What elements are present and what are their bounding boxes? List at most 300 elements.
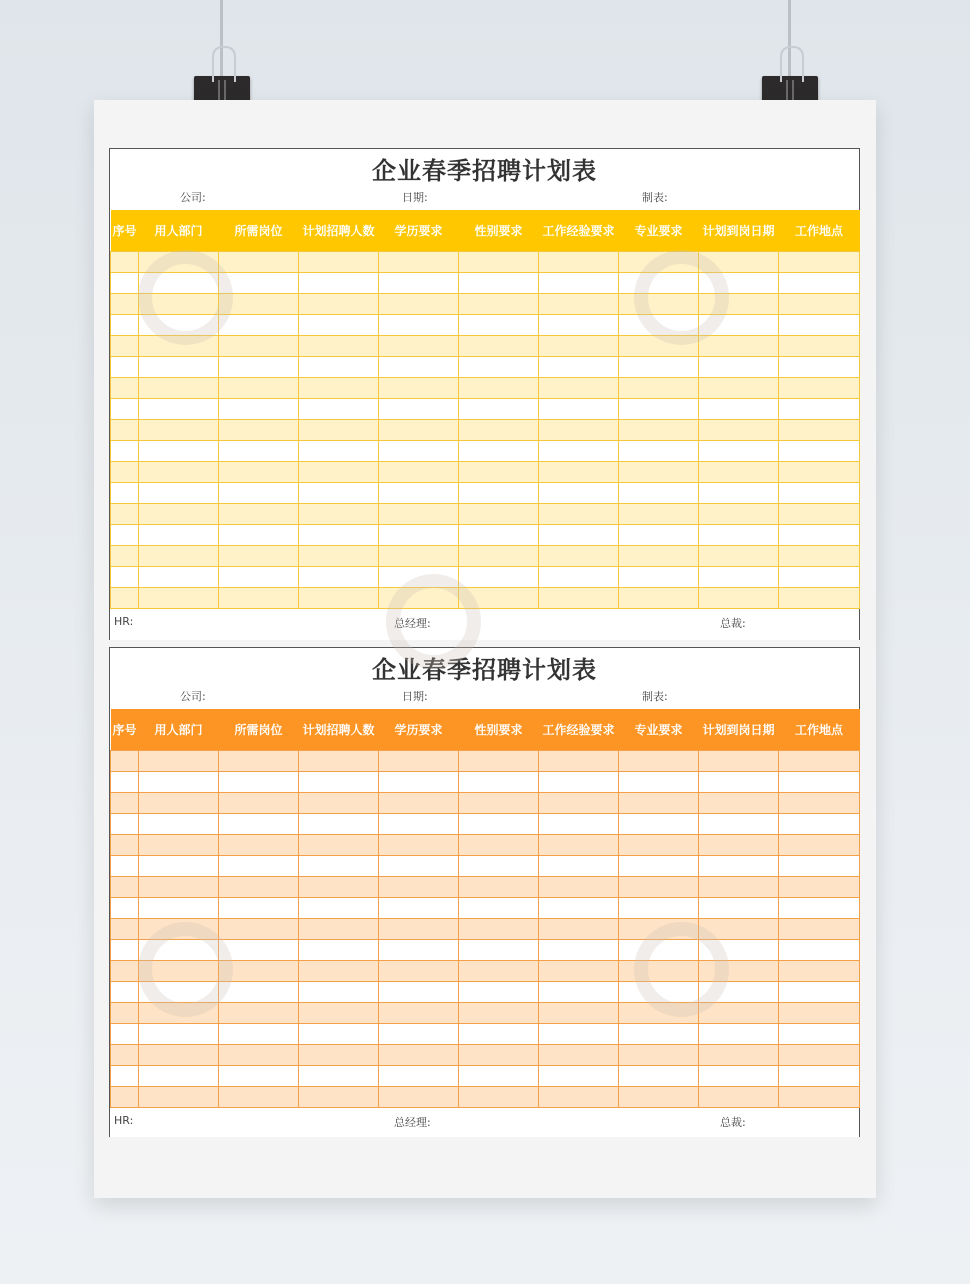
table-cell[interactable] xyxy=(219,961,299,982)
table-cell[interactable] xyxy=(779,441,860,462)
table-cell[interactable] xyxy=(111,525,139,546)
table-cell[interactable] xyxy=(779,1024,860,1045)
table-cell[interactable] xyxy=(779,378,860,399)
table-cell[interactable] xyxy=(139,1066,219,1087)
table-cell[interactable] xyxy=(539,315,619,336)
table-cell[interactable] xyxy=(219,399,299,420)
table-cell[interactable] xyxy=(699,856,779,877)
table-cell[interactable] xyxy=(699,877,779,898)
table-cell[interactable] xyxy=(539,856,619,877)
table-cell[interactable] xyxy=(779,420,860,441)
table-cell[interactable] xyxy=(379,856,459,877)
table-cell[interactable] xyxy=(139,1003,219,1024)
table-cell[interactable] xyxy=(139,357,219,378)
table-cell[interactable] xyxy=(699,1003,779,1024)
table-cell[interactable] xyxy=(619,399,699,420)
table-cell[interactable] xyxy=(111,877,139,898)
table-cell[interactable] xyxy=(619,483,699,504)
table-cell[interactable] xyxy=(539,1087,619,1108)
table-cell[interactable] xyxy=(219,1066,299,1087)
table-cell[interactable] xyxy=(111,1003,139,1024)
table-cell[interactable] xyxy=(779,940,860,961)
table-cell[interactable] xyxy=(299,336,379,357)
table-cell[interactable] xyxy=(219,919,299,940)
table-cell[interactable] xyxy=(619,1087,699,1108)
table-cell[interactable] xyxy=(139,273,219,294)
table-cell[interactable] xyxy=(779,462,860,483)
table-cell[interactable] xyxy=(379,835,459,856)
table-cell[interactable] xyxy=(619,273,699,294)
table-cell[interactable] xyxy=(299,877,379,898)
table-cell[interactable] xyxy=(459,567,539,588)
table-cell[interactable] xyxy=(219,546,299,567)
table-cell[interactable] xyxy=(299,856,379,877)
table-cell[interactable] xyxy=(219,1045,299,1066)
table-cell[interactable] xyxy=(299,315,379,336)
table-cell[interactable] xyxy=(111,1087,139,1108)
table-cell[interactable] xyxy=(219,751,299,772)
table-cell[interactable] xyxy=(111,462,139,483)
table-cell[interactable] xyxy=(299,252,379,273)
table-cell[interactable] xyxy=(111,814,139,835)
table-cell[interactable] xyxy=(779,961,860,982)
table-cell[interactable] xyxy=(619,252,699,273)
table-cell[interactable] xyxy=(299,441,379,462)
table-cell[interactable] xyxy=(111,399,139,420)
table-cell[interactable] xyxy=(699,567,779,588)
table-cell[interactable] xyxy=(111,504,139,525)
table-cell[interactable] xyxy=(459,378,539,399)
table-cell[interactable] xyxy=(779,835,860,856)
table-cell[interactable] xyxy=(459,336,539,357)
table-cell[interactable] xyxy=(219,1003,299,1024)
table-cell[interactable] xyxy=(699,336,779,357)
table-cell[interactable] xyxy=(299,772,379,793)
table-cell[interactable] xyxy=(459,441,539,462)
table-cell[interactable] xyxy=(699,814,779,835)
table-cell[interactable] xyxy=(539,814,619,835)
table-cell[interactable] xyxy=(379,252,459,273)
table-cell[interactable] xyxy=(111,940,139,961)
table-cell[interactable] xyxy=(299,273,379,294)
table-cell[interactable] xyxy=(219,567,299,588)
table-cell[interactable] xyxy=(699,294,779,315)
table-cell[interactable] xyxy=(779,877,860,898)
table-cell[interactable] xyxy=(111,357,139,378)
table-cell[interactable] xyxy=(111,420,139,441)
table-cell[interactable] xyxy=(379,378,459,399)
table-cell[interactable] xyxy=(379,1003,459,1024)
table-cell[interactable] xyxy=(379,877,459,898)
table-cell[interactable] xyxy=(459,793,539,814)
table-cell[interactable] xyxy=(699,504,779,525)
table-cell[interactable] xyxy=(459,835,539,856)
table-cell[interactable] xyxy=(219,504,299,525)
table-cell[interactable] xyxy=(619,982,699,1003)
table-cell[interactable] xyxy=(219,877,299,898)
table-cell[interactable] xyxy=(459,462,539,483)
table-cell[interactable] xyxy=(379,940,459,961)
table-cell[interactable] xyxy=(299,567,379,588)
table-cell[interactable] xyxy=(379,315,459,336)
table-cell[interactable] xyxy=(699,898,779,919)
table-cell[interactable] xyxy=(139,546,219,567)
table-cell[interactable] xyxy=(539,504,619,525)
table-cell[interactable] xyxy=(219,793,299,814)
table-cell[interactable] xyxy=(779,294,860,315)
table-cell[interactable] xyxy=(379,462,459,483)
table-cell[interactable] xyxy=(219,357,299,378)
table-cell[interactable] xyxy=(459,420,539,441)
table-cell[interactable] xyxy=(139,751,219,772)
table-cell[interactable] xyxy=(219,336,299,357)
table-cell[interactable] xyxy=(111,961,139,982)
table-cell[interactable] xyxy=(379,294,459,315)
table-cell[interactable] xyxy=(299,483,379,504)
table-cell[interactable] xyxy=(219,252,299,273)
table-cell[interactable] xyxy=(299,961,379,982)
table-cell[interactable] xyxy=(539,898,619,919)
table-cell[interactable] xyxy=(299,462,379,483)
table-cell[interactable] xyxy=(139,772,219,793)
table-cell[interactable] xyxy=(539,420,619,441)
table-cell[interactable] xyxy=(299,835,379,856)
table-cell[interactable] xyxy=(459,357,539,378)
table-cell[interactable] xyxy=(619,420,699,441)
table-cell[interactable] xyxy=(139,399,219,420)
table-cell[interactable] xyxy=(539,357,619,378)
table-cell[interactable] xyxy=(459,982,539,1003)
table-cell[interactable] xyxy=(219,294,299,315)
table-cell[interactable] xyxy=(539,1024,619,1045)
table-cell[interactable] xyxy=(111,483,139,504)
table-cell[interactable] xyxy=(111,546,139,567)
table-cell[interactable] xyxy=(299,399,379,420)
table-cell[interactable] xyxy=(139,1087,219,1108)
table-cell[interactable] xyxy=(459,919,539,940)
table-cell[interactable] xyxy=(299,814,379,835)
table-cell[interactable] xyxy=(779,982,860,1003)
table-cell[interactable] xyxy=(379,357,459,378)
table-cell[interactable] xyxy=(111,273,139,294)
table-cell[interactable] xyxy=(699,441,779,462)
table-cell[interactable] xyxy=(111,835,139,856)
table-cell[interactable] xyxy=(699,546,779,567)
table-cell[interactable] xyxy=(539,378,619,399)
table-cell[interactable] xyxy=(779,357,860,378)
table-cell[interactable] xyxy=(139,567,219,588)
table-cell[interactable] xyxy=(299,420,379,441)
table-cell[interactable] xyxy=(619,567,699,588)
table-cell[interactable] xyxy=(699,483,779,504)
table-cell[interactable] xyxy=(779,856,860,877)
table-cell[interactable] xyxy=(299,378,379,399)
table-cell[interactable] xyxy=(699,961,779,982)
table-cell[interactable] xyxy=(379,1087,459,1108)
table-cell[interactable] xyxy=(619,856,699,877)
table-cell[interactable] xyxy=(139,336,219,357)
table-cell[interactable] xyxy=(779,546,860,567)
table-cell[interactable] xyxy=(699,940,779,961)
table-cell[interactable] xyxy=(219,835,299,856)
table-cell[interactable] xyxy=(619,877,699,898)
table-cell[interactable] xyxy=(111,441,139,462)
table-cell[interactable] xyxy=(219,982,299,1003)
table-cell[interactable] xyxy=(699,525,779,546)
table-cell[interactable] xyxy=(619,462,699,483)
table-cell[interactable] xyxy=(459,588,539,609)
table-cell[interactable] xyxy=(699,835,779,856)
table-cell[interactable] xyxy=(139,315,219,336)
table-cell[interactable] xyxy=(619,940,699,961)
table-cell[interactable] xyxy=(459,273,539,294)
table-cell[interactable] xyxy=(699,420,779,441)
table-cell[interactable] xyxy=(111,336,139,357)
table-cell[interactable] xyxy=(459,1045,539,1066)
table-cell[interactable] xyxy=(379,336,459,357)
table-cell[interactable] xyxy=(539,877,619,898)
table-cell[interactable] xyxy=(379,1066,459,1087)
table-cell[interactable] xyxy=(111,252,139,273)
table-cell[interactable] xyxy=(619,441,699,462)
table-cell[interactable] xyxy=(379,814,459,835)
table-cell[interactable] xyxy=(779,919,860,940)
table-cell[interactable] xyxy=(459,1087,539,1108)
table-cell[interactable] xyxy=(539,483,619,504)
table-cell[interactable] xyxy=(779,273,860,294)
table-cell[interactable] xyxy=(699,919,779,940)
table-cell[interactable] xyxy=(139,1045,219,1066)
table-cell[interactable] xyxy=(779,772,860,793)
table-cell[interactable] xyxy=(779,336,860,357)
table-cell[interactable] xyxy=(539,835,619,856)
table-cell[interactable] xyxy=(219,856,299,877)
table-cell[interactable] xyxy=(139,462,219,483)
table-cell[interactable] xyxy=(699,751,779,772)
table-cell[interactable] xyxy=(459,898,539,919)
table-cell[interactable] xyxy=(539,294,619,315)
table-cell[interactable] xyxy=(619,315,699,336)
table-cell[interactable] xyxy=(299,1024,379,1045)
table-cell[interactable] xyxy=(699,1024,779,1045)
table-cell[interactable] xyxy=(459,546,539,567)
table-cell[interactable] xyxy=(539,525,619,546)
table-cell[interactable] xyxy=(539,546,619,567)
table-cell[interactable] xyxy=(299,940,379,961)
table-cell[interactable] xyxy=(139,982,219,1003)
table-cell[interactable] xyxy=(539,336,619,357)
table-cell[interactable] xyxy=(299,588,379,609)
table-cell[interactable] xyxy=(299,1087,379,1108)
table-cell[interactable] xyxy=(699,462,779,483)
table-cell[interactable] xyxy=(779,793,860,814)
table-cell[interactable] xyxy=(699,1045,779,1066)
table-cell[interactable] xyxy=(219,315,299,336)
table-cell[interactable] xyxy=(139,420,219,441)
table-cell[interactable] xyxy=(619,961,699,982)
table-cell[interactable] xyxy=(111,294,139,315)
table-cell[interactable] xyxy=(539,793,619,814)
table-cell[interactable] xyxy=(539,441,619,462)
table-cell[interactable] xyxy=(779,252,860,273)
table-cell[interactable] xyxy=(779,751,860,772)
table-cell[interactable] xyxy=(459,504,539,525)
table-cell[interactable] xyxy=(619,357,699,378)
table-cell[interactable] xyxy=(539,252,619,273)
table-cell[interactable] xyxy=(699,1066,779,1087)
table-cell[interactable] xyxy=(699,982,779,1003)
table-cell[interactable] xyxy=(139,588,219,609)
table-cell[interactable] xyxy=(459,252,539,273)
table-cell[interactable] xyxy=(619,294,699,315)
table-cell[interactable] xyxy=(619,525,699,546)
table-cell[interactable] xyxy=(139,940,219,961)
table-cell[interactable] xyxy=(219,378,299,399)
table-cell[interactable] xyxy=(299,546,379,567)
table-cell[interactable] xyxy=(111,772,139,793)
table-cell[interactable] xyxy=(379,919,459,940)
table-cell[interactable] xyxy=(539,961,619,982)
table-cell[interactable] xyxy=(111,1045,139,1066)
table-cell[interactable] xyxy=(111,1024,139,1045)
table-cell[interactable] xyxy=(539,940,619,961)
table-cell[interactable] xyxy=(779,399,860,420)
table-cell[interactable] xyxy=(139,525,219,546)
table-cell[interactable] xyxy=(699,252,779,273)
table-cell[interactable] xyxy=(699,357,779,378)
table-cell[interactable] xyxy=(139,898,219,919)
table-cell[interactable] xyxy=(379,504,459,525)
table-cell[interactable] xyxy=(539,1003,619,1024)
table-cell[interactable] xyxy=(619,1045,699,1066)
table-cell[interactable] xyxy=(299,294,379,315)
table-cell[interactable] xyxy=(139,814,219,835)
table-cell[interactable] xyxy=(779,1045,860,1066)
table-cell[interactable] xyxy=(299,751,379,772)
table-cell[interactable] xyxy=(539,1045,619,1066)
table-cell[interactable] xyxy=(379,546,459,567)
table-cell[interactable] xyxy=(379,1045,459,1066)
table-cell[interactable] xyxy=(379,898,459,919)
table-cell[interactable] xyxy=(539,462,619,483)
table-cell[interactable] xyxy=(779,814,860,835)
table-cell[interactable] xyxy=(539,273,619,294)
table-cell[interactable] xyxy=(111,567,139,588)
table-cell[interactable] xyxy=(379,399,459,420)
table-cell[interactable] xyxy=(459,856,539,877)
table-cell[interactable] xyxy=(459,294,539,315)
table-cell[interactable] xyxy=(219,1087,299,1108)
table-cell[interactable] xyxy=(779,1087,860,1108)
table-cell[interactable] xyxy=(139,378,219,399)
table-cell[interactable] xyxy=(139,483,219,504)
table-cell[interactable] xyxy=(139,961,219,982)
table-cell[interactable] xyxy=(699,378,779,399)
table-cell[interactable] xyxy=(539,588,619,609)
table-cell[interactable] xyxy=(699,399,779,420)
table-cell[interactable] xyxy=(219,588,299,609)
table-cell[interactable] xyxy=(459,1024,539,1045)
table-cell[interactable] xyxy=(379,420,459,441)
table-cell[interactable] xyxy=(779,1003,860,1024)
table-cell[interactable] xyxy=(139,294,219,315)
table-cell[interactable] xyxy=(379,588,459,609)
table-cell[interactable] xyxy=(619,378,699,399)
table-cell[interactable] xyxy=(299,919,379,940)
table-cell[interactable] xyxy=(379,982,459,1003)
table-cell[interactable] xyxy=(539,399,619,420)
table-cell[interactable] xyxy=(539,982,619,1003)
table-body[interactable] xyxy=(111,252,860,609)
table-cell[interactable] xyxy=(379,793,459,814)
table-cell[interactable] xyxy=(111,1066,139,1087)
table-cell[interactable] xyxy=(111,856,139,877)
table-cell[interactable] xyxy=(779,567,860,588)
table-cell[interactable] xyxy=(459,525,539,546)
table-cell[interactable] xyxy=(459,1066,539,1087)
table-cell[interactable] xyxy=(699,315,779,336)
table-cell[interactable] xyxy=(111,919,139,940)
table-cell[interactable] xyxy=(111,378,139,399)
table-cell[interactable] xyxy=(459,483,539,504)
table-cell[interactable] xyxy=(539,772,619,793)
table-cell[interactable] xyxy=(139,919,219,940)
table-cell[interactable] xyxy=(299,793,379,814)
table-cell[interactable] xyxy=(379,772,459,793)
table-cell[interactable] xyxy=(379,273,459,294)
table-cell[interactable] xyxy=(299,357,379,378)
table-cell[interactable] xyxy=(219,483,299,504)
table-cell[interactable] xyxy=(379,961,459,982)
table-cell[interactable] xyxy=(619,336,699,357)
table-cell[interactable] xyxy=(139,835,219,856)
table-cell[interactable] xyxy=(379,483,459,504)
table-cell[interactable] xyxy=(139,1024,219,1045)
table-cell[interactable] xyxy=(219,898,299,919)
table-cell[interactable] xyxy=(779,1066,860,1087)
table-cell[interactable] xyxy=(111,982,139,1003)
table-cell[interactable] xyxy=(459,1003,539,1024)
table-cell[interactable] xyxy=(459,315,539,336)
table-cell[interactable] xyxy=(619,588,699,609)
table-cell[interactable] xyxy=(619,898,699,919)
table-cell[interactable] xyxy=(779,483,860,504)
table-cell[interactable] xyxy=(779,315,860,336)
table-cell[interactable] xyxy=(459,772,539,793)
table-cell[interactable] xyxy=(779,525,860,546)
table-cell[interactable] xyxy=(219,940,299,961)
table-cell[interactable] xyxy=(299,1045,379,1066)
table-cell[interactable] xyxy=(619,772,699,793)
table-cell[interactable] xyxy=(779,898,860,919)
table-cell[interactable] xyxy=(139,877,219,898)
table-cell[interactable] xyxy=(459,814,539,835)
table-cell[interactable] xyxy=(779,588,860,609)
table-cell[interactable] xyxy=(139,856,219,877)
table-cell[interactable] xyxy=(619,835,699,856)
table-cell[interactable] xyxy=(779,504,860,525)
table-cell[interactable] xyxy=(619,793,699,814)
table-cell[interactable] xyxy=(139,441,219,462)
table-cell[interactable] xyxy=(139,793,219,814)
table-cell[interactable] xyxy=(539,751,619,772)
table-cell[interactable] xyxy=(299,525,379,546)
table-cell[interactable] xyxy=(619,546,699,567)
table-cell[interactable] xyxy=(459,961,539,982)
table-cell[interactable] xyxy=(459,399,539,420)
table-cell[interactable] xyxy=(219,420,299,441)
table-cell[interactable] xyxy=(111,588,139,609)
